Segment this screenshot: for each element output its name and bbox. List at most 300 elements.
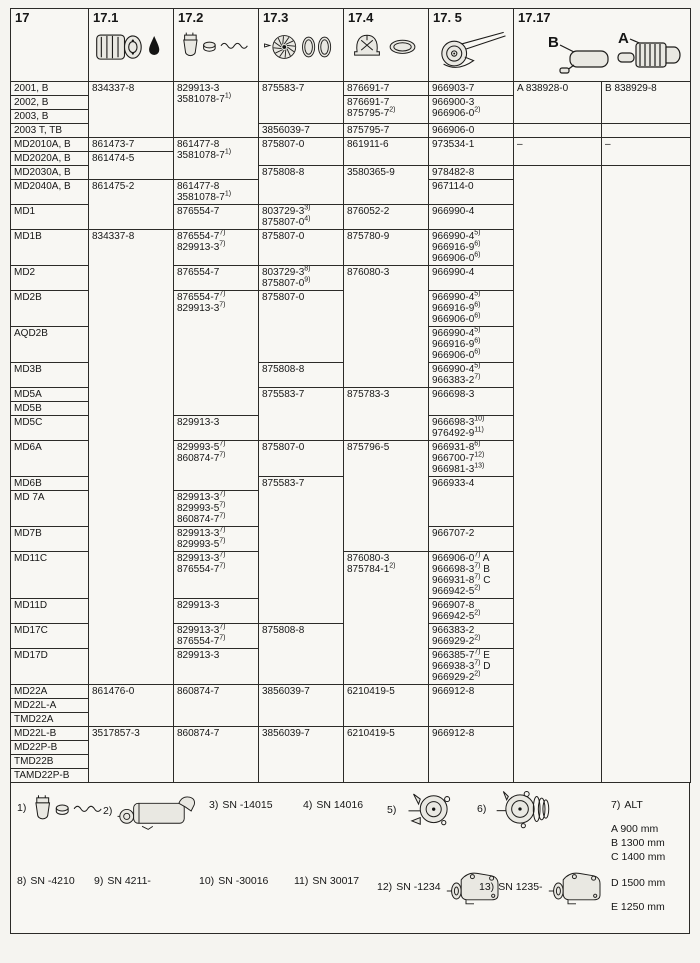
part-number-line: 966906-0$^{6)}$	[432, 312, 481, 325]
part-number-line: 803729-3$^{8)}$	[262, 265, 311, 278]
part-cell	[514, 138, 602, 166]
part-number-line: 803729-3$^{3)}$	[262, 204, 311, 217]
part-number-line: 6210419-5	[347, 686, 395, 697]
part-cell	[174, 180, 259, 205]
model-cell: MD2010A, B	[11, 138, 89, 152]
part-cell	[429, 230, 514, 266]
part-number-line: 966906-0$^{6)}$	[432, 348, 481, 361]
model-cell: 2003 T, TB	[11, 124, 89, 138]
footnote-text: ALT	[624, 799, 643, 811]
footnote-ref: 1)	[224, 92, 232, 100]
thermostat-icon	[348, 27, 424, 65]
part-number-line: 966929-2$^{2)}$	[432, 634, 481, 647]
footnote-ref: 7)	[219, 512, 226, 520]
part-number-line: 834337-8	[92, 231, 135, 242]
part-number-line: 860874-7$^{7)}$	[177, 512, 226, 525]
footnote-ref: 2)	[474, 670, 481, 678]
footnote-ref: 1)	[224, 190, 232, 198]
part-number-line: 3580365-9	[347, 167, 395, 178]
parts-table	[10, 8, 691, 783]
part-number-line: 860874-7	[177, 728, 220, 739]
model-cell: 2003, B	[11, 110, 89, 124]
part-number-line: 3517857-3	[92, 728, 140, 739]
part-cell	[174, 527, 259, 552]
part-number-line: 876052-2	[347, 206, 390, 217]
part-number-line: 861911-6	[347, 139, 389, 150]
footnote-number: 7)	[611, 799, 621, 811]
footnote-ref: 7)	[219, 634, 226, 642]
footnote-ref: 7)	[474, 373, 481, 381]
model-cell: TMD22A	[11, 713, 89, 727]
part-cell	[174, 624, 259, 649]
part-number-line: 3581078-7$^{1)}$	[177, 92, 232, 105]
part-cell	[174, 82, 259, 138]
footnote-5	[387, 789, 464, 831]
part-cell	[174, 599, 259, 624]
part-cell	[89, 727, 174, 783]
part-cell	[174, 727, 259, 783]
footnote-ref: 2)	[474, 106, 481, 114]
part-number-line: 829913-3	[177, 600, 220, 611]
column-label: 17.4	[348, 10, 374, 25]
footnote-ref: 6)	[474, 337, 481, 345]
part-number-line: 966916-9$^{6)}$	[432, 337, 481, 350]
part-number-line: 966942-5$^{2)}$	[432, 609, 481, 622]
belt-length-b: B 1300 mm	[611, 837, 665, 849]
model-cell: MD22L-B	[11, 727, 89, 741]
part-number-line: 829913-3$^{7)}$	[177, 490, 226, 503]
part-cell	[259, 230, 344, 266]
part-number-line: 3856039-7	[262, 125, 310, 136]
part-cell	[602, 138, 691, 166]
model-cell: MD17D	[11, 649, 89, 685]
part-number-line: 966698-3$^{10)}$	[432, 415, 485, 428]
footnote-text: SN 30017	[312, 875, 360, 887]
parts-table-body	[11, 82, 691, 783]
part-number-line: 829913-3	[177, 83, 220, 94]
footnote-number: 8)	[17, 875, 27, 887]
part-number-line: 3581078-7$^{1)}$	[177, 190, 232, 203]
part-number-line: 966906-0$^{7)}$ A	[432, 551, 490, 564]
part-cell	[344, 205, 429, 230]
footnote-text: SN 14016	[316, 799, 364, 811]
part-number-line: 966938-3$^{7)}$ D	[432, 659, 491, 672]
part-cell	[429, 124, 514, 138]
part-number-line: 829913-3$^{7)}$	[177, 551, 226, 564]
footnote-ref: 6)	[474, 301, 481, 309]
footnote-number: 3)	[209, 799, 219, 811]
part-number-line: –	[517, 139, 523, 150]
part-number-line: 973534-1	[432, 139, 475, 150]
part-number-line: 966906-0$^{2)}$	[432, 106, 481, 119]
footnote-3	[209, 799, 273, 811]
part-number-line: 876554-7$^{7)}$	[177, 290, 226, 303]
part-cell	[259, 363, 344, 388]
footnote-ref: 6)	[474, 440, 481, 448]
part-cell	[344, 266, 429, 388]
part-number-line: 966931-8$^{6)}$	[432, 440, 481, 453]
part-cell	[429, 649, 514, 685]
oil-filter-icon	[93, 27, 169, 69]
svg-text:A: A	[618, 30, 629, 47]
footnote-ref: 7)	[219, 290, 226, 298]
part-cell	[344, 124, 429, 138]
model-cell: MD11C	[11, 552, 89, 599]
footnote-ref: 7)	[474, 551, 481, 559]
part-cell	[429, 166, 514, 180]
footnote-ref: 7)	[474, 573, 481, 581]
part-cell	[259, 138, 344, 166]
part-number-line: 875583-7	[262, 478, 305, 489]
footnote-6	[477, 787, 560, 831]
part-number-line: 876554-7$^{7)}$	[177, 562, 226, 575]
part-cell	[89, 230, 174, 685]
belt-length-d: D 1500 mm	[611, 877, 666, 889]
footnote-ref: 7)	[219, 551, 226, 559]
part-number-line: 829913-3$^{7)}$	[177, 623, 226, 636]
part-number-line: 875807-0$^{9)}$	[262, 276, 311, 289]
part-number-line: 861474-5	[92, 153, 135, 164]
fuel-filter-icon	[178, 27, 254, 63]
model-cell: MD6B	[11, 477, 89, 491]
footnote-number: 9)	[94, 875, 104, 887]
part-number-line: 876554-7	[177, 267, 220, 278]
footnote-8	[17, 875, 75, 887]
model-cell: MD1B	[11, 230, 89, 266]
footnote-ref: 2)	[474, 634, 481, 642]
footnote-ref: 7)	[219, 562, 226, 570]
model-cell: MD17C	[11, 624, 89, 649]
part-number-line: 966912-8	[432, 728, 475, 739]
part-number-line: 966916-9$^{6)}$	[432, 240, 481, 253]
part-cell	[344, 727, 429, 783]
part-number-line: 875807-0	[262, 139, 305, 150]
part-cell	[174, 230, 259, 266]
part-number-line: 875784-1$^{2)}$	[347, 562, 396, 575]
part-number-line: 875780-9	[347, 231, 390, 242]
part-number-line: 875583-7	[262, 389, 305, 400]
part-cell	[259, 685, 344, 727]
part-cell	[259, 124, 344, 138]
part-cell	[344, 388, 429, 441]
alternator-side-icon	[547, 867, 613, 907]
footnote-text: SN -30016	[218, 875, 269, 887]
footnote-ref: 7)	[219, 501, 226, 509]
footnote-ref: 7)	[219, 301, 226, 309]
footnote-text: SN 4211-	[107, 875, 151, 887]
column-header-17.3	[259, 9, 344, 82]
part-cell	[174, 205, 259, 230]
part-number-line: 875583-7	[262, 83, 305, 94]
footnote-ref: 8)	[304, 265, 311, 273]
part-number-line: 875796-5	[347, 442, 390, 453]
part-number-line: 876554-7$^{7)}$	[177, 229, 226, 242]
part-number-line: 861477-8	[177, 139, 220, 150]
model-cell: MD2020A, B	[11, 152, 89, 166]
column-label: 17.17	[518, 10, 551, 25]
footnote-ref: 3)	[304, 204, 311, 212]
footnote-ref: 6)	[474, 348, 481, 356]
footnote-ref: 7)	[219, 451, 226, 459]
footnote-ref: 1)	[224, 148, 232, 156]
part-number-line: 966990-4$^{5)}$	[432, 290, 481, 303]
part-cell	[429, 291, 514, 327]
part-number-line: 966942-5$^{2)}$	[432, 584, 481, 597]
parts-table-header	[11, 9, 691, 82]
part-number-line: 875808-8	[262, 625, 305, 636]
part-cell	[429, 727, 514, 783]
part-cell	[344, 138, 429, 166]
footnote-ref: 5)	[474, 290, 481, 298]
footnote-text: SN 1235-	[498, 881, 543, 893]
header-row	[11, 9, 691, 82]
footnote-ref: 2)	[389, 106, 396, 114]
footnote-ref: 6)	[474, 251, 481, 259]
part-cell	[259, 624, 344, 685]
model-cell: MD22L-A	[11, 699, 89, 713]
footnote-ref: 11)	[474, 426, 484, 434]
part-cell	[602, 166, 691, 783]
part-number-line: 966990-4$^{5)}$	[432, 229, 481, 242]
part-cell	[344, 685, 429, 727]
belt-pulley-icon	[433, 27, 509, 73]
part-number-line: 876554-7	[177, 206, 220, 217]
part-number-line: 966383-2$^{7)}$	[432, 373, 481, 386]
part-number-line: 875795-7$^{2)}$	[347, 106, 396, 119]
fuel-filter-small-icon	[30, 791, 108, 825]
part-number-line: 876691-7	[347, 97, 390, 108]
footnote-ref: 7)	[219, 623, 226, 631]
part-number-line: 875808-8	[262, 167, 305, 178]
model-cell: MD22P-B	[11, 741, 89, 755]
model-cell: MD11D	[11, 599, 89, 624]
part-number-line: 966903-7	[432, 83, 475, 94]
part-cell	[259, 291, 344, 363]
part-number-line: 6210419-5	[347, 728, 395, 739]
footnote-ref: 5)	[474, 362, 481, 370]
footnote-ref: 9)	[304, 276, 311, 284]
part-cell	[259, 727, 344, 783]
column-header-17.1	[89, 9, 174, 82]
footnote-ref: 6)	[474, 312, 481, 320]
part-number-line: 875807-0	[262, 442, 305, 453]
part-cell	[174, 685, 259, 727]
column-header-17.2	[174, 9, 259, 82]
part-number-line: 966990-4	[432, 206, 475, 217]
part-cell	[174, 138, 259, 180]
part-cell	[429, 388, 514, 416]
part-number-line: 966900-3	[432, 97, 475, 108]
part-number-line: 966707-2	[432, 528, 475, 539]
model-cell: MD2030A, B	[11, 166, 89, 180]
part-number-line: 860874-7$^{7)}$	[177, 451, 226, 464]
part-cell	[429, 685, 514, 727]
part-number-line: 966990-4$^{5)}$	[432, 326, 481, 339]
part-number-line: A 838928-0	[517, 83, 569, 94]
part-number-line: 966698-3$^{7)}$ B	[432, 562, 490, 575]
part-cell	[174, 441, 259, 491]
model-cell: MD5B	[11, 402, 89, 416]
part-number-line: 875808-8	[262, 364, 305, 375]
part-number-line: 966916-9$^{6)}$	[432, 301, 481, 314]
part-cell	[259, 477, 344, 624]
part-number-line: 875783-3	[347, 389, 390, 400]
part-cell	[259, 441, 344, 477]
part-cell	[344, 441, 429, 552]
footnote-ref: 13)	[474, 462, 485, 470]
part-cell	[259, 205, 344, 230]
belt-length-a: A 900 mm	[611, 823, 659, 835]
column-header-17.17	[514, 9, 691, 82]
model-cell: 2002, B	[11, 96, 89, 110]
footnote-number: 1)	[17, 802, 27, 814]
footnote-number: 11)	[294, 875, 309, 887]
belt-length-c: C 1400 mm	[611, 851, 666, 863]
part-number-line: 876554-7$^{7)}$	[177, 634, 226, 647]
part-cell	[344, 230, 429, 266]
footnote-10	[199, 875, 268, 887]
model-cell: TAMD22P-B	[11, 769, 89, 783]
model-cell: MD 7A	[11, 491, 89, 527]
footnote-text: SN -4210	[30, 875, 75, 887]
footnote-ref: 7)	[219, 240, 226, 248]
footnote-ref: 7)	[219, 526, 226, 534]
footnote-ref: 2)	[474, 609, 481, 617]
part-number-line: 966383-2	[432, 625, 475, 636]
part-number-line: 966929-2$^{2)}$	[432, 670, 481, 683]
model-cell: MD2B	[11, 291, 89, 327]
part-cell	[429, 552, 514, 599]
footnote-ref: 2)	[474, 584, 481, 592]
model-cell: AQD2B	[11, 327, 89, 363]
footnote-2	[103, 791, 208, 831]
anode-plugs-icon	[518, 27, 686, 79]
column-label: 17. 5	[433, 10, 462, 25]
footnote-ref: 7)	[219, 229, 226, 237]
part-number-line: 829913-3	[177, 417, 220, 428]
footnote-ref: 2)	[389, 562, 396, 570]
column-header-17	[11, 9, 89, 82]
part-number-line: 829913-3$^{7)}$	[177, 301, 226, 314]
footnote-ref: 7)	[474, 659, 481, 667]
part-cell	[602, 82, 691, 124]
footnote-1	[17, 791, 108, 825]
footnote-ref: 4)	[304, 215, 311, 223]
footnote-number: 2)	[103, 805, 113, 817]
part-cell	[174, 491, 259, 527]
part-number-line: 860874-7	[177, 686, 220, 697]
part-number-line: 966981-3$^{13)}$	[432, 462, 485, 475]
part-number-line: 3581078-7$^{1)}$	[177, 148, 232, 161]
model-cell: MD1	[11, 205, 89, 230]
part-cell	[514, 166, 602, 783]
model-cell: MD5A	[11, 388, 89, 402]
footnote-number: 12)	[377, 881, 393, 893]
part-number-line: 966385-7$^{7)}$ E	[432, 648, 490, 661]
part-number-line: 967114-0	[432, 181, 474, 192]
footnote-7	[611, 799, 643, 811]
footnote-11	[294, 875, 359, 887]
belt-length-e: E 1250 mm	[611, 901, 665, 913]
column-label: 17.1	[93, 10, 119, 25]
part-cell	[429, 96, 514, 124]
footnote-ref: 12)	[474, 451, 485, 459]
part-cell	[514, 82, 602, 124]
catalog-sheet	[10, 8, 690, 934]
footnote-number: 5)	[387, 804, 397, 816]
model-cell: 2001, B	[11, 82, 89, 96]
part-number-line: 976492-9$^{11)}$	[432, 426, 484, 439]
model-cell: MD2	[11, 266, 89, 291]
part-number-line: 861475-2	[92, 181, 135, 192]
alternator-front-icon	[400, 789, 464, 831]
part-number-line: 978482-8	[432, 167, 475, 178]
part-cell	[344, 552, 429, 685]
column-header-17.5	[429, 9, 514, 82]
part-number-line: B 838929-8	[605, 83, 657, 94]
part-cell	[429, 416, 514, 441]
footnote-ref: 7)	[219, 537, 226, 545]
part-number-line: 3856039-7	[262, 686, 310, 697]
part-number-line: 834337-8	[92, 83, 135, 94]
alternator-front-ribbed-icon	[490, 787, 560, 831]
part-cell	[429, 180, 514, 205]
footnote-text: SN -1234	[396, 881, 441, 893]
part-number-line: 875807-0	[262, 292, 305, 303]
part-number-line: 966933-4	[432, 478, 475, 489]
footnote-ref: 10)	[474, 415, 485, 423]
part-cell	[429, 138, 514, 166]
part-cell	[344, 82, 429, 96]
part-cell	[602, 124, 691, 138]
part-number-line: 829913-3$^{7)}$	[177, 240, 226, 253]
footnote-4	[303, 799, 363, 811]
part-number-line: 861477-8	[177, 181, 220, 192]
footnote-legend	[10, 783, 690, 934]
part-number-line: –	[605, 139, 611, 150]
part-number-line: 966990-4$^{5)}$	[432, 362, 481, 375]
footnote-ref: 5)	[474, 229, 481, 237]
impeller-icon	[263, 27, 339, 67]
part-cell	[174, 266, 259, 291]
part-number-line: 875807-0	[262, 231, 305, 242]
part-number-line: 829913-3$^{7)}$	[177, 526, 226, 539]
model-cell: MD5C	[11, 416, 89, 441]
model-cell: MD6A	[11, 441, 89, 477]
part-cell	[174, 416, 259, 441]
part-cell	[259, 388, 344, 441]
footnote-ref: 7)	[219, 490, 226, 498]
footnote-number: 13)	[479, 881, 495, 893]
part-number-line: 876080-3	[347, 553, 390, 564]
footnote-number: 6)	[477, 803, 487, 815]
model-cell: MD2040A, B	[11, 180, 89, 205]
footnote-9	[94, 875, 151, 887]
part-number-line: 966907-8	[432, 600, 475, 611]
model-cell: TMD22B	[11, 755, 89, 769]
part-number-line: 966700-7$^{12)}$	[432, 451, 485, 464]
part-number-line: 876691-7	[347, 83, 390, 94]
svg-text:B: B	[548, 34, 559, 51]
part-number-line: 829993-5$^{7)}$	[177, 537, 226, 550]
part-number-line: 861473-7	[92, 139, 135, 150]
part-number-line: 3856039-7	[262, 728, 310, 739]
part-cell	[429, 527, 514, 552]
part-cell	[429, 363, 514, 388]
part-number-line: 829993-5$^{7)}$	[177, 501, 226, 514]
footnote-number: 10)	[199, 875, 215, 887]
model-cell: MD3B	[11, 363, 89, 388]
